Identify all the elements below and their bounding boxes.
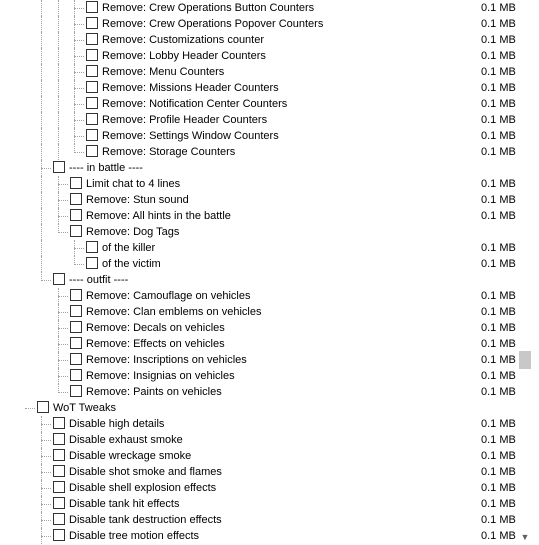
tree-guide-line [41, 64, 42, 80]
tree-guide-line [58, 0, 59, 16]
checkbox[interactable] [70, 177, 82, 189]
checkbox[interactable] [53, 273, 65, 285]
tree-item-label: Remove: Missions Header Counters [102, 82, 279, 94]
size-label: 0.1 MB [481, 2, 516, 14]
size-label: 0.1 MB [481, 50, 516, 62]
tree-guide-line [74, 64, 75, 80]
tree-guide-line [58, 192, 59, 208]
checkbox[interactable] [53, 481, 65, 493]
tree-connector [74, 8, 84, 9]
tree-item-remove-insignias-on-vehicles[interactable] [0, 368, 516, 384]
tree-connector [74, 264, 84, 265]
tree-item-label: Disable high details [69, 418, 165, 430]
checkbox[interactable] [70, 305, 82, 317]
tree-item-remove-clan-emblems-on-vehicles[interactable] [0, 304, 516, 320]
size-label: 0.1 MB [481, 130, 516, 142]
tree-item-of-the-killer[interactable] [0, 240, 516, 256]
tree-item-label: Remove: All hints in the battle [86, 210, 231, 222]
tree-connector [74, 152, 84, 153]
tree-guide-line [58, 320, 59, 336]
checkbox[interactable] [53, 417, 65, 429]
tree-item-label: Remove: Dog Tags [86, 226, 180, 238]
tree-guide-line [58, 144, 59, 160]
tree-item-label: ---- outfit ---- [69, 274, 129, 286]
tree-item-remove-storage-counters[interactable] [0, 144, 516, 160]
tree-item-remove-missions-header-counters[interactable] [0, 80, 516, 96]
checkbox[interactable] [86, 17, 98, 29]
tree-item-label: ---- in battle ---- [69, 162, 143, 174]
tree-connector [58, 216, 68, 217]
tree-guide-line [58, 288, 59, 304]
size-label: 0.1 MB [481, 514, 516, 526]
size-label: 0.1 MB [481, 34, 516, 46]
tree-guide-line [58, 16, 59, 32]
tree-item-disable-shot-smoke-and-flames[interactable] [0, 464, 516, 480]
tree-item-label: WoT Tweaks [53, 402, 116, 414]
size-label: 0.1 MB [481, 18, 516, 30]
tree-item-remove-crew-operations-popover-counters[interactable] [0, 16, 516, 32]
tree-guide-line [74, 128, 75, 144]
tree-item-remove-notification-center-counters[interactable] [0, 96, 516, 112]
tree-item-remove-dog-tags[interactable] [0, 224, 516, 240]
size-label: 0.1 MB [481, 338, 516, 350]
tree-item-remove-profile-header-counters[interactable] [0, 112, 516, 128]
tree-item-label: Remove: Notification Center Counters [102, 98, 288, 110]
tree-connector [58, 296, 68, 297]
checkbox[interactable] [86, 81, 98, 93]
tree-item-remove-paints-on-vehicles[interactable] [0, 384, 516, 400]
tree-guide-line [41, 464, 42, 480]
tree-guide-line [58, 32, 59, 48]
size-label: 0.1 MB [481, 242, 516, 254]
tree-item-in-battle[interactable] [0, 160, 516, 176]
tree-connector [58, 232, 68, 233]
tree-guide-line [74, 80, 75, 96]
size-label: 0.1 MB [481, 306, 516, 318]
size-label: 0.1 MB [481, 66, 516, 78]
tree-connector [41, 456, 51, 457]
tree-item-label: of the killer [102, 242, 156, 254]
tree-guide-line [74, 48, 75, 64]
tree-guide-line [41, 144, 42, 160]
tree-item-outfit[interactable] [0, 272, 516, 288]
tree-guide-line [58, 48, 59, 64]
checkbox[interactable] [86, 65, 98, 77]
tree-item-label: Remove: Effects on vehicles [86, 338, 225, 350]
tree-item-label: Remove: Crew Operations Popover Counters [102, 18, 324, 30]
tree-item-label: Remove: Customizations counter [102, 34, 265, 46]
tree-item-disable-wreckage-smoke[interactable] [0, 448, 516, 464]
tree-guide-line [41, 432, 42, 448]
tree-item-label: Remove: Stun sound [86, 194, 189, 206]
tree-guide-line [41, 256, 42, 272]
tree-item-label: Remove: Decals on vehicles [86, 322, 225, 334]
checkbox[interactable] [53, 433, 65, 445]
size-label: 0.1 MB [481, 466, 516, 478]
tree-item-remove-settings-window-counters[interactable] [0, 128, 516, 144]
tree-guide-line [58, 176, 59, 192]
checkbox[interactable] [70, 193, 82, 205]
tree-guide-line [58, 96, 59, 112]
tree-connector [41, 168, 51, 169]
checkbox[interactable] [53, 449, 65, 461]
tree-item-label: Remove: Profile Header Counters [102, 114, 268, 126]
tree-item-disable-tank-hit-effects[interactable] [0, 496, 516, 512]
tree-guide-line [41, 416, 42, 432]
tree-item-label: of the victim [102, 258, 161, 270]
checkbox[interactable] [70, 289, 82, 301]
size-label: 0.1 MB [481, 354, 516, 366]
tree-item-remove-lobby-header-counters[interactable] [0, 48, 516, 64]
tree-guide-line [41, 96, 42, 112]
scroll-down-arrow-icon[interactable]: ▼ [520, 532, 530, 542]
tree-guide-line [41, 512, 42, 528]
tree-guide-line [41, 48, 42, 64]
tree-item-disable-exhaust-smoke[interactable] [0, 432, 516, 448]
tree-guide-line [58, 80, 59, 96]
tree-connector [58, 184, 68, 185]
tree-item-label: Disable shot smoke and flames [69, 466, 222, 478]
tree-connector [74, 56, 84, 57]
tree-connector [58, 344, 68, 345]
tree-guide-line [41, 160, 42, 176]
tree-guide-line [41, 496, 42, 512]
tree-guide-line [41, 112, 42, 128]
tree-item-label: Disable tree motion effects [69, 530, 200, 542]
checkbox[interactable] [70, 225, 82, 237]
checkbox[interactable] [53, 161, 65, 173]
tree-item-label: Disable shell explosion effects [69, 482, 217, 494]
tree-guide-line [74, 32, 75, 48]
tree-item-label: Disable tank hit effects [69, 498, 180, 510]
tree-connector [25, 408, 35, 409]
tree-guide-line [41, 32, 42, 48]
size-label: 0.1 MB [481, 146, 516, 158]
tree-guide-line [58, 368, 59, 384]
size-label: 0.1 MB [481, 482, 516, 494]
tree-item-wot-tweaks[interactable] [0, 400, 516, 416]
checkbox[interactable] [70, 353, 82, 365]
tree-item-label: Remove: Storage Counters [102, 146, 236, 158]
checkbox[interactable] [53, 513, 65, 525]
tree-connector [58, 312, 68, 313]
tree-guide-line [58, 336, 59, 352]
tree-connector [41, 472, 51, 473]
tree-item-remove-stun-sound[interactable] [0, 192, 516, 208]
tree-item-label: Disable exhaust smoke [69, 434, 183, 446]
tree-guide-line [41, 224, 42, 240]
tree-guide-line [41, 208, 42, 224]
size-label: 0.1 MB [481, 98, 516, 110]
tree-guide-line [58, 352, 59, 368]
tree-item-remove-inscriptions-on-vehicles[interactable] [0, 352, 516, 368]
tree-connector [41, 280, 51, 281]
tree-item-label: Remove: Crew Operations Button Counters [102, 2, 315, 14]
tree-guide-line [74, 16, 75, 32]
tree-guide-line [41, 240, 42, 256]
tree-item-disable-tree-motion-effects[interactable] [0, 528, 516, 544]
checkbox[interactable] [70, 369, 82, 381]
tree-guide-line [41, 480, 42, 496]
tree-guide-line [41, 16, 42, 32]
checkbox[interactable] [70, 337, 82, 349]
tree-connector [41, 520, 51, 521]
checkbox[interactable] [86, 97, 98, 109]
size-label: 0.1 MB [481, 386, 516, 398]
tree-guide-line [41, 272, 42, 281]
tree-item-disable-shell-explosion-effects[interactable] [0, 480, 516, 496]
size-label: 0.1 MB [481, 178, 516, 190]
size-label: 0.1 MB [481, 82, 516, 94]
size-label: 0.1 MB [481, 434, 516, 446]
size-label: 0.1 MB [481, 210, 516, 222]
tree-item-label: Remove: Lobby Header Counters [102, 50, 266, 62]
size-label: 0.1 MB [481, 530, 516, 542]
size-label: 0.1 MB [481, 450, 516, 462]
tree-guide-line [41, 0, 42, 16]
tree-item-label: Remove: Camouflage on vehicles [86, 290, 251, 302]
tree-item-disable-tank-destruction-effects[interactable] [0, 512, 516, 528]
checkbox[interactable] [86, 49, 98, 61]
size-label: 0.1 MB [481, 498, 516, 510]
tree-guide-line [74, 96, 75, 112]
tree-item-label: Disable wreckage smoke [69, 450, 192, 462]
scrollbar-thumb[interactable] [519, 351, 531, 369]
tree-guide-line [58, 304, 59, 320]
tree-guide-line [74, 0, 75, 16]
size-label: 0.1 MB [481, 290, 516, 302]
tree-item-remove-customizations-counter[interactable] [0, 32, 516, 48]
tree-connector [74, 248, 84, 249]
tree-guide-line [41, 192, 42, 208]
tree-item-disable-high-details[interactable] [0, 416, 516, 432]
checkbox[interactable] [53, 497, 65, 509]
tree-connector [58, 376, 68, 377]
tree-item-label: Remove: Inscriptions on vehicles [86, 354, 247, 366]
checkbox[interactable] [86, 113, 98, 125]
checkbox[interactable] [86, 129, 98, 141]
tree-item-remove-effects-on-vehicles[interactable] [0, 336, 516, 352]
checkbox[interactable] [86, 145, 98, 157]
tree-connector [74, 104, 84, 105]
tree-guide-line [74, 256, 75, 265]
tree-guide-line [41, 528, 42, 544]
tree-guide-line [41, 80, 42, 96]
checkbox[interactable] [70, 321, 82, 333]
tree-guide-line [58, 224, 59, 233]
tree-item-label: Remove: Settings Window Counters [102, 130, 279, 142]
tree-connector [74, 88, 84, 89]
tree-item-label: Limit chat to 4 lines [86, 178, 181, 190]
size-label: 0.1 MB [481, 258, 516, 270]
tree-connector [74, 72, 84, 73]
vertical-scrollbar[interactable] [516, 0, 533, 545]
tree-guide-line [74, 112, 75, 128]
tree-item-remove-crew-operations-button-counters[interactable] [0, 0, 516, 16]
checkbox[interactable] [86, 241, 98, 253]
tree-connector [74, 24, 84, 25]
tree-item-remove-all-hints-in-the-battle[interactable] [0, 208, 516, 224]
tree-connector [74, 136, 84, 137]
tree-item-limit-chat-to-4-lines[interactable] [0, 176, 516, 192]
tree-connector [58, 392, 68, 393]
tree-item-label: Remove: Clan emblems on vehicles [86, 306, 262, 318]
tree-connector [41, 488, 51, 489]
tree-item-label: Remove: Insignias on vehicles [86, 370, 235, 382]
checkbox[interactable] [70, 385, 82, 397]
tree-guide-line [74, 144, 75, 153]
size-label: 0.1 MB [481, 194, 516, 206]
tree-guide-line [41, 176, 42, 192]
tree-guide-line [74, 240, 75, 256]
tree-guide-line [58, 64, 59, 80]
tree-connector [58, 360, 68, 361]
tree-guide-line [41, 448, 42, 464]
tree-connector [41, 440, 51, 441]
tree-connector [58, 200, 68, 201]
tree-guide-line [41, 128, 42, 144]
checkbox[interactable] [53, 465, 65, 477]
tree-item-of-the-victim[interactable] [0, 256, 516, 272]
checkbox[interactable] [53, 529, 65, 541]
size-label: 0.1 MB [481, 322, 516, 334]
tree-item-remove-menu-counters[interactable] [0, 64, 516, 80]
checkbox[interactable] [37, 401, 49, 413]
size-label: 0.1 MB [481, 370, 516, 382]
checkbox[interactable] [86, 1, 98, 13]
tree-connector [41, 504, 51, 505]
tree-guide-line [58, 128, 59, 144]
tree-guide-line [58, 384, 59, 393]
checkbox[interactable] [70, 209, 82, 221]
tree-item-label: Disable tank destruction effects [69, 514, 222, 526]
tree-item-remove-decals-on-vehicles[interactable] [0, 320, 516, 336]
tree-connector [41, 424, 51, 425]
size-label: 0.1 MB [481, 418, 516, 430]
tree-item-label: Remove: Paints on vehicles [86, 386, 222, 398]
tree-connector [41, 536, 51, 537]
size-label: 0.1 MB [481, 114, 516, 126]
tree-connector [74, 40, 84, 41]
checkbox[interactable] [86, 33, 98, 45]
tree-connector [58, 328, 68, 329]
tree-guide-line [58, 112, 59, 128]
tree-connector [74, 120, 84, 121]
tree-item-label: Remove: Menu Counters [102, 66, 225, 78]
tree-item-remove-camouflage-on-vehicles[interactable] [0, 288, 516, 304]
checkbox[interactable] [86, 257, 98, 269]
tree-guide-line [58, 208, 59, 224]
